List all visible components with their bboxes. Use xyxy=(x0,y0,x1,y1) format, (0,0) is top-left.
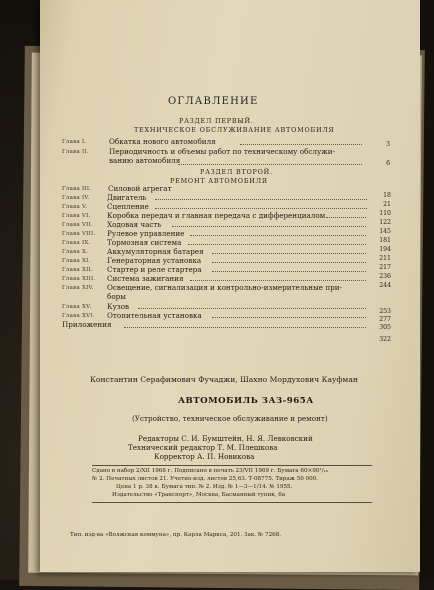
part1-subheading: ТЕХНИЧЕСКОЕ ОБСЛУЖИВАНИЕ АВТОМОБИЛЯ xyxy=(134,126,335,134)
leader-dots xyxy=(190,229,366,236)
chapter-title: Стартер и реле стартера xyxy=(107,265,202,274)
imprint-top-rule xyxy=(92,465,372,466)
chapter-page: 277 xyxy=(379,316,391,323)
leader-dots xyxy=(212,256,366,263)
imprint-line: № 2. Печатных листов 21. Учетно-изд. листов 25,63. Т-08775. Тираж 50 000. xyxy=(92,476,319,482)
leader-dots xyxy=(124,321,366,328)
chapter-title: Аккумуляторная батарея xyxy=(107,247,204,256)
chapter-page: 211 xyxy=(379,255,391,262)
chapter-label: Глава IX. xyxy=(62,240,91,246)
chapter-page: 244 xyxy=(379,282,391,289)
contents-title: ОГЛАВЛЕНИЕ xyxy=(168,96,259,107)
chapter-label: Глава XV. xyxy=(62,304,92,310)
chapter-label: Глава I. xyxy=(62,139,87,145)
book-title: АВТОМОБИЛЬ ЗАЗ-965А xyxy=(178,396,314,406)
chapter-page: 145 xyxy=(379,228,391,235)
chapter-title-continued: ванию автомобиля xyxy=(109,156,181,165)
chapter-title-continued: боры xyxy=(107,292,126,301)
chapter-title: Рулевое управление xyxy=(107,229,185,238)
chapter-page: 253 xyxy=(379,308,391,315)
chapter-title: Система зажигания xyxy=(107,274,184,283)
tech-editor-line: Технический редактор Т. М. Плешкова xyxy=(128,443,278,452)
chapter-title: Отопительная установка xyxy=(107,311,202,320)
imprint-line: Издательство «Транспорт», Москва, Басманный тупик, 6а xyxy=(112,492,286,498)
chapter-title: Коробка передач и главная передача с дифференциалом xyxy=(107,211,326,220)
chapter-label: Глава XI. xyxy=(62,258,91,264)
chapter-label: Глава III. xyxy=(62,186,92,192)
leader-dots xyxy=(190,274,366,281)
imprint-line: Сдано в набор 2/XII 1968 г. Подписано в печать 23/VII 1969 г. Бумага 60×90¹/₁₆ xyxy=(92,468,328,474)
appendices-title: Приложения xyxy=(62,320,112,329)
chapter-label: Глава IV. xyxy=(62,195,90,201)
printer-line: Тип. изд-ва «Волжская коммуна», пр. Карла Маркса, 201. Зак. № 7268. xyxy=(70,532,282,538)
final-page-number: 322 xyxy=(379,336,391,343)
leader-dots xyxy=(155,193,367,200)
editors-line: Редакторы С. И. Бумштейн, Н. Я. Левковский xyxy=(138,434,313,443)
part2-heading: РАЗДЕЛ ВТОРОЙ. xyxy=(200,168,273,176)
chapter-title: Кузов xyxy=(107,302,130,311)
chapter-title: Генераторная установка xyxy=(107,256,202,265)
chapter-page: 194 xyxy=(379,246,391,253)
chapter-label: Глава XIII. xyxy=(62,276,96,282)
book-page xyxy=(40,0,420,572)
chapter-page: 236 xyxy=(379,273,391,280)
chapter-label: Глава V. xyxy=(62,204,88,210)
chapter-page: 21 xyxy=(383,201,391,208)
chapter-title: Тормозная система xyxy=(107,238,182,247)
corrector-line: Корректор А. П. Новикова xyxy=(154,452,255,461)
imprint-line: Цена 1 р. 38 к. Бумага тип. № 2. Изд. № 1—3—1/14. № 1955. xyxy=(116,484,293,490)
chapter-page: 18 xyxy=(383,192,391,199)
chapter-page: 122 xyxy=(379,219,391,226)
chapter-label: Глава XVI. xyxy=(62,313,95,319)
part2-subheading: РЕМОНТ АВТОМОБИЛЯ xyxy=(170,177,268,185)
chapter-page: 181 xyxy=(379,237,391,244)
chapter-label: Глава XII. xyxy=(62,267,93,273)
leader-dots xyxy=(155,202,367,209)
book-subtitle: (Устройство, техническое обслуживание и ремонт) xyxy=(132,414,328,423)
leader-dots xyxy=(212,311,366,318)
leader-dots xyxy=(240,138,362,145)
chapter-title: Двигатель xyxy=(107,193,147,202)
chapter-title: Периодичность и объемы работ по техническому обслужи- xyxy=(109,147,336,156)
chapter-title: Освещение, сигнализация и контрольно-измерительные при- xyxy=(107,283,342,292)
chapter-label: Глава VI. xyxy=(62,213,91,219)
leader-dots xyxy=(188,238,366,245)
imprint-bottom-rule xyxy=(92,502,372,503)
part1-heading: РАЗДЕЛ ПЕРВЫЙ. xyxy=(179,117,254,125)
leader-dots xyxy=(326,211,366,218)
chapter-label: Глава XIV. xyxy=(62,285,94,291)
chapter-label: Глава VII. xyxy=(62,222,94,228)
leader-dots xyxy=(212,265,366,272)
chapter-label: Глава II. xyxy=(62,149,89,155)
chapter-title: Сцепление xyxy=(107,202,149,211)
chapter-label: Глава X. xyxy=(62,249,89,255)
chapter-title: Ходовая часть xyxy=(107,220,162,229)
authors-line: Константин Серафимович Фучаджи, Шахно Мордухович Кауфман xyxy=(90,375,358,384)
chapter-page: 6 xyxy=(386,160,390,167)
chapter-page: 217 xyxy=(379,264,391,271)
leader-dots xyxy=(178,158,362,165)
chapter-page: 110 xyxy=(379,210,391,217)
chapter-title: Обкатка нового автомобиля xyxy=(109,137,216,146)
leader-dots xyxy=(138,302,366,309)
chapter-label: Глава VIII. xyxy=(62,231,96,237)
leader-dots xyxy=(212,247,366,254)
chapter-page: 3 xyxy=(386,141,390,148)
chapter-title: Силовой агрегат xyxy=(108,184,172,193)
chapter-page: 305 xyxy=(379,324,391,331)
leader-dots xyxy=(172,220,366,227)
